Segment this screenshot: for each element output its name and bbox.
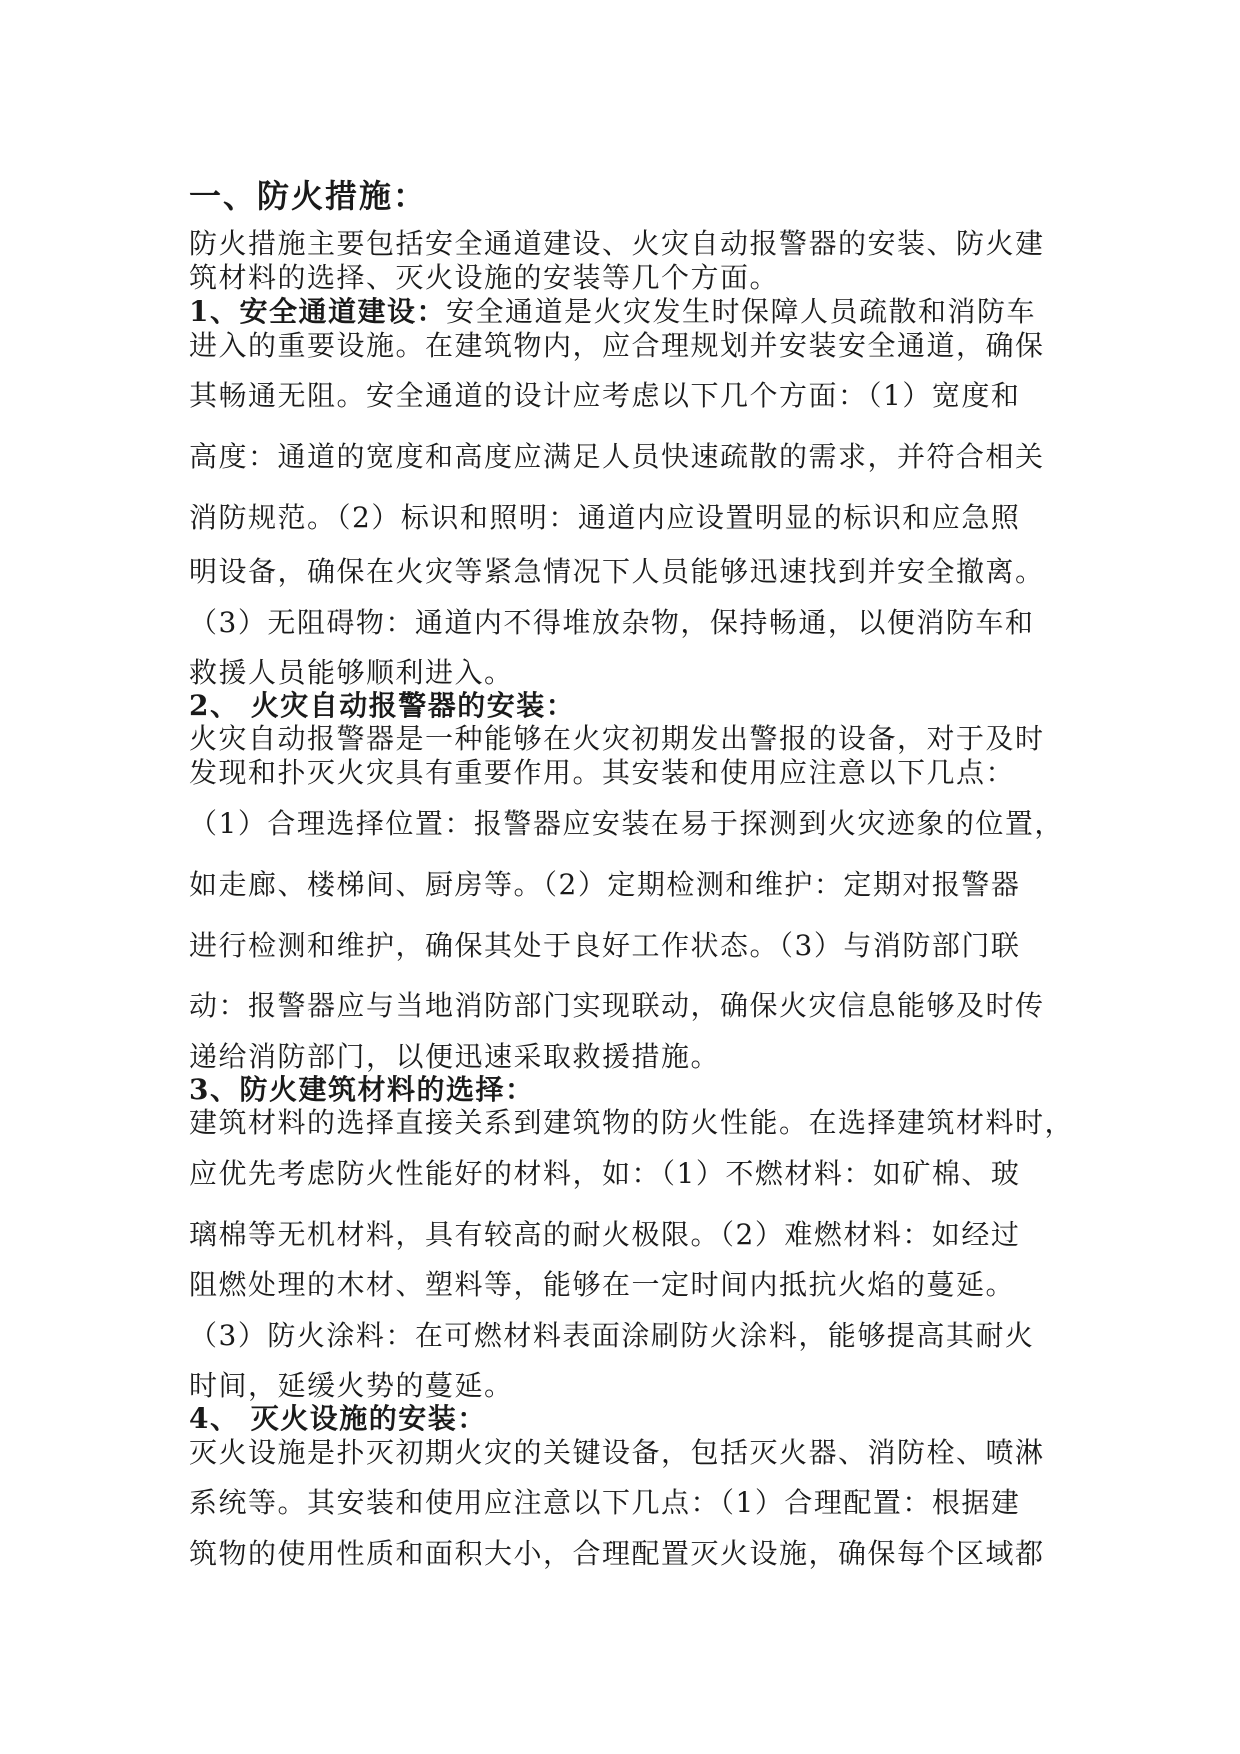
paragraph-line bbox=[189, 296, 1036, 328]
s4-line: 灭火设施是扑灭初期火灾的关键设备，包括灭火器、消防栓、喷淋 bbox=[189, 1436, 1045, 1469]
s4-line: 系统等。其安装和使用应注意以下几点：（1）合理配置：根据建 bbox=[189, 1486, 1021, 1519]
s1-line: 进入的重要设施。在建筑物内，应合理规划并安装安全通道，确保 bbox=[189, 329, 1045, 362]
s1-text: 安全通道是火灾发生时保障人员疏散和消防车 bbox=[445, 295, 1036, 328]
s1-line: （3）无阻碍物：通道内不得堆放杂物，保持畅通，以便消防车和 bbox=[189, 606, 1035, 639]
s3-line: 时间，延缓火势的蔓延。 bbox=[189, 1369, 514, 1402]
s3-line: 建筑材料的选择直接关系到建筑物的防火性能。在选择建筑材料时， bbox=[189, 1106, 1075, 1139]
s1-line: 消防规范。（2）标识和照明：通道内应设置明显的标识和应急照 bbox=[189, 501, 1021, 534]
s1-line: 明设备，确保在火灾等紧急情况下人员能够迅速找到并安全撤离。 bbox=[189, 555, 1045, 588]
s2-line: 递给消防部门，以便迅速采取救援措施。 bbox=[189, 1040, 721, 1073]
s2-line: 动：报警器应与当地消防部门实现联动，确保火灾信息能够及时传 bbox=[189, 989, 1045, 1022]
s2-line: 进行检测和维护，确保其处于良好工作状态。（3）与消防部门联 bbox=[189, 929, 1021, 962]
s4-heading: 4、 灭火设施的安装： bbox=[189, 1402, 487, 1435]
section-title: 一、防火措施： bbox=[189, 177, 428, 215]
s1-heading: 1、安全通道建设： bbox=[189, 295, 446, 328]
s4-line: 筑物的使用性质和面积大小，合理配置灭火设施，确保每个区域都 bbox=[189, 1537, 1045, 1570]
s1-line: 高度：通道的宽度和高度应满足人员快速疏散的需求，并符合相关 bbox=[189, 440, 1045, 473]
s1-line: 其畅通无阻。安全通道的设计应考虑以下几个方面：（1）宽度和 bbox=[189, 379, 1021, 412]
s2-line: 发现和扑灭火灾具有重要作用。其安装和使用应注意以下几点： bbox=[189, 756, 1016, 789]
s3-line: （3）防火涂料：在可燃材料表面涂刷防火涂料，能够提高其耐火 bbox=[189, 1319, 1035, 1352]
s3-heading: 3、防火建筑材料的选择： bbox=[189, 1073, 535, 1106]
s3-line: 应优先考虑防火性能好的材料，如：（1）不燃材料：如矿棉、玻 bbox=[189, 1157, 1021, 1190]
s2-line: （1）合理选择位置：报警器应安装在易于探测到火灾迹象的位置， bbox=[189, 807, 1064, 840]
intro-line: 防火措施主要包括安全通道建设、火灾自动报警器的安装、防火建 bbox=[189, 227, 1045, 260]
s3-line: 阻燃处理的木材、塑料等，能够在一定时间内抵抗火焰的蔓延。 bbox=[189, 1268, 1016, 1301]
s1-line: 救援人员能够顺利进入。 bbox=[189, 656, 514, 689]
intro-line: 筑材料的选择、灭火设施的安装等几个方面。 bbox=[189, 261, 780, 294]
s2-line: 如走廊、楼梯间、厨房等。（2）定期检测和维护：定期对报警器 bbox=[189, 868, 1021, 901]
s3-line: 璃棉等无机材料，具有较高的耐火极限。（2）难燃材料：如经过 bbox=[189, 1218, 1021, 1251]
s2-line: 火灾自动报警器是一种能够在火灾初期发出警报的设备，对于及时 bbox=[189, 722, 1045, 755]
s2-heading: 2、 火灾自动报警器的安装： bbox=[189, 689, 576, 722]
